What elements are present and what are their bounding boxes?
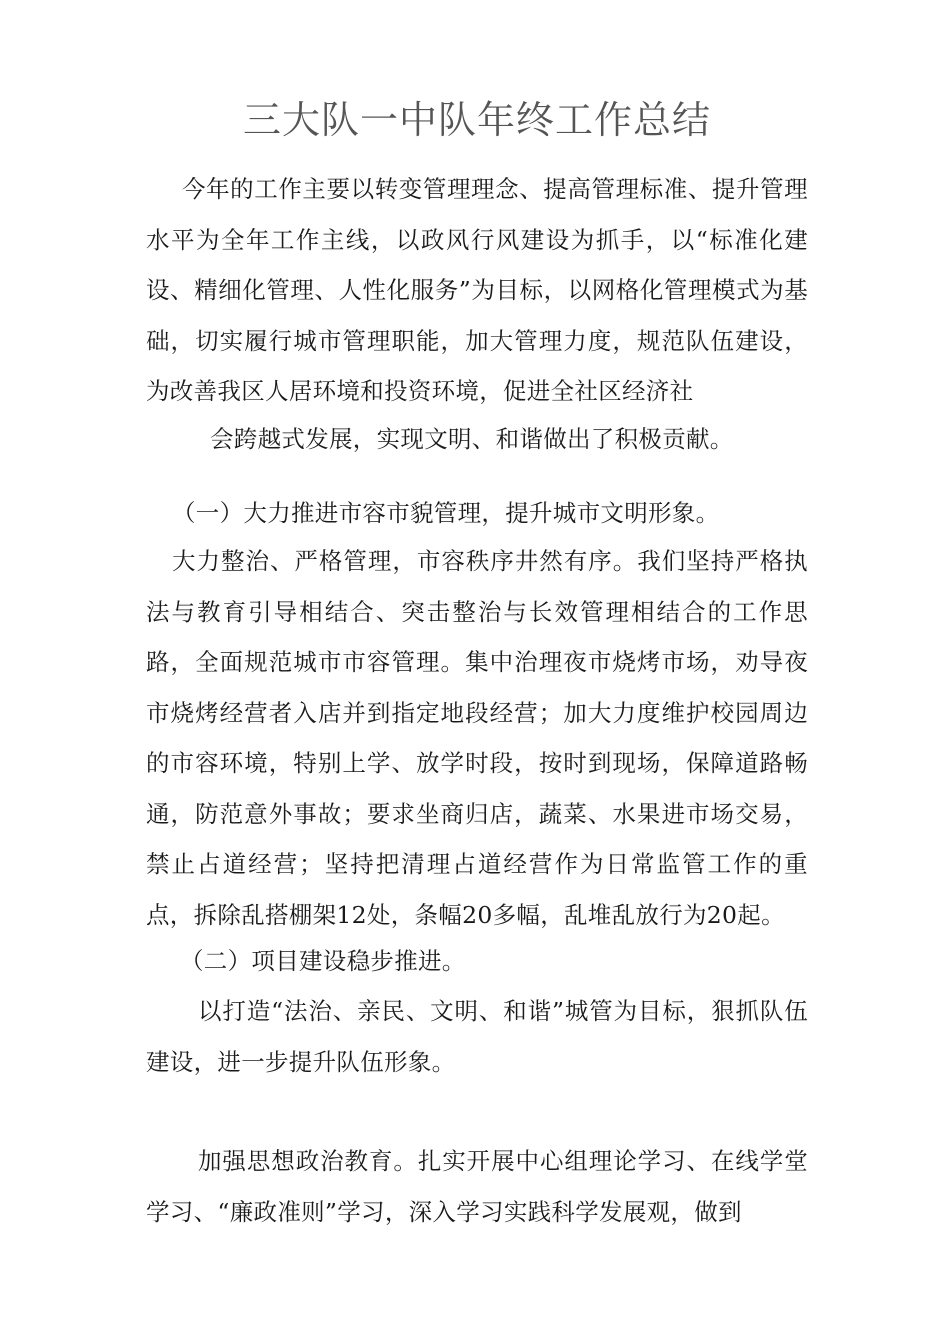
intro-paragraph-last-line: 会跨越式发展，实现文明、和谐做出了积极贡献。 [210,425,734,453]
section-two-heading: （二）项目建设稳步推进。 [180,947,466,975]
section-three-paragraph: 加强思想政治教育。扎实开展中心组理论学习、在线学堂学习、“廉政准则”学习，深入学习实践科学发展观，做到 [146,1147,808,1226]
document-title: 三大队一中队年终工作总结 [242,98,711,142]
intro-paragraph: 今年的工作主要以转变管理理念、提高管理标准、提升管理水平为全年工作主线，以政风行风建设为抓手，以“标准化建设、精细化管理、人性化服务”为目标，以网格化管理模式为基础，切实履行城市管理职能，加大管理力度，规范队伍建设，为改善我区人居环境和投资环境，促进全社区经济社 [146,175,808,405]
section-one-heading: （一）大力推进市容市貌管理，提升城市文明形象。 [172,499,720,527]
section-one-paragraph: 大力整治、严格管理，市容秩序井然有序。我们坚持严格执法与教育引导相结合、突击整治与长效管理相结合的工作思路，全面规范城市市容管理。集中治理夜市烧烤市场，劝导夜市烧烤经营者入店并到指定地段经营；加大力度维护校园周边的市容环境，特别上学、放学时段，按时到现场，保障道路畅通，防范意外事故；要求坐商归店，蔬菜、水果进市场交易，禁止占道经营；坚持把清理占道经营作为日常监管工作的重点，拆除乱搭棚架12处，条幅20多幅，乱堆乱放行为20起。 [146,547,808,929]
section-two-paragraph: 以打造“法治、亲民、文明、和谐”城管为目标，狠抓队伍建设，进一步提升队伍形象。 [146,997,808,1076]
